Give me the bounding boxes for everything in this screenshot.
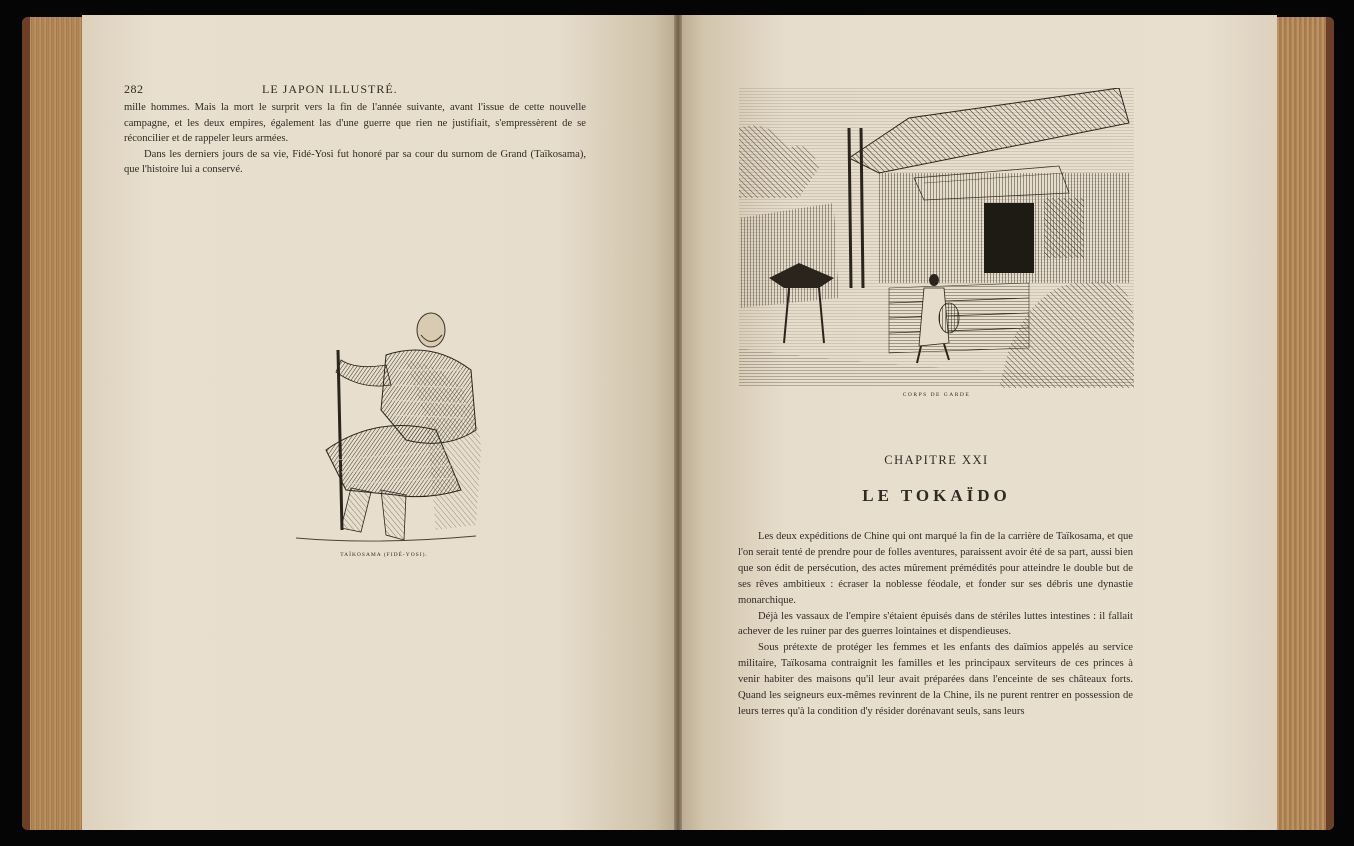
- page-number: 282: [124, 82, 144, 96]
- chapter-title: LE TOKAÏDO: [862, 486, 1011, 505]
- engraving-caption: CORPS DE GARDE: [902, 392, 971, 398]
- running-head: LE JAPON ILLUSTRÉ.: [262, 82, 398, 96]
- left-page-edges: [22, 17, 86, 830]
- taikosama-portrait-engraving: [286, 300, 482, 550]
- left-paragraph-2: Dans les derniers jours de sa vie, Fidé-Yosi fut honoré par sa cour du surnom de Grand (Taïkosama), que l'histoire lui a conservé.: [124, 148, 586, 175]
- chapter-label: CHAPITRE XXI: [884, 453, 989, 467]
- right-page-edges: [1276, 17, 1334, 830]
- portrait-caption: TAÏKOSAMA (FIDÉ-YOSI).: [340, 552, 428, 558]
- left-page-body: [124, 100, 586, 178]
- book-gutter: [674, 15, 682, 830]
- right-paragraph-3: Sous prétexte de protéger les femmes et les enfants des daïmios appelés au service militaire, Taïkosama contraignit les familles et les principaux serviteurs de ces princes à venir habiter des maisons qu'il leur avait préparées dans l'enceinte de ses châteaux forts. Quand les seigneurs eux-mêmes revinrent de la Chine, ils ne purent rentrer en possession de leurs terres qu'à la condition d'y résider dorénavant seuls, sans leurs: [738, 642, 1133, 717]
- guard-house-engraving: [739, 88, 1134, 388]
- right-page-body: [738, 529, 1133, 720]
- left-paragraph-1: mille hommes. Mais la mort le surprit vers la fin de l'année suivante, avant l'issue de cette nouvelle campagne, et les deux empires, également las d'une guerre que rien ne justifiait, s'empressèrent de se réconcilier et de rappeler leurs armées.: [124, 102, 586, 144]
- right-paragraph-1: Les deux expéditions de Chine qui ont marqué la fin de la carrière de Taïkosama, et que l'on serait tenté de prendre pour de folles aventures, paraissent avoir été de sa part, aussi bien que son édit de persécution, des actes mûrement prémédités pour atteindre le double but de ses rêves ambitieux : écraser la noblesse féodale, et fonder sur ses débris une dynastie monarchique.: [738, 531, 1133, 606]
- right-paragraph-2: Déjà les vassaux de l'empire s'étaient épuisés dans de stériles luttes intestines : il fallait achever de les ruiner par des guerres lointaines et dispendieuses.: [738, 610, 1133, 638]
